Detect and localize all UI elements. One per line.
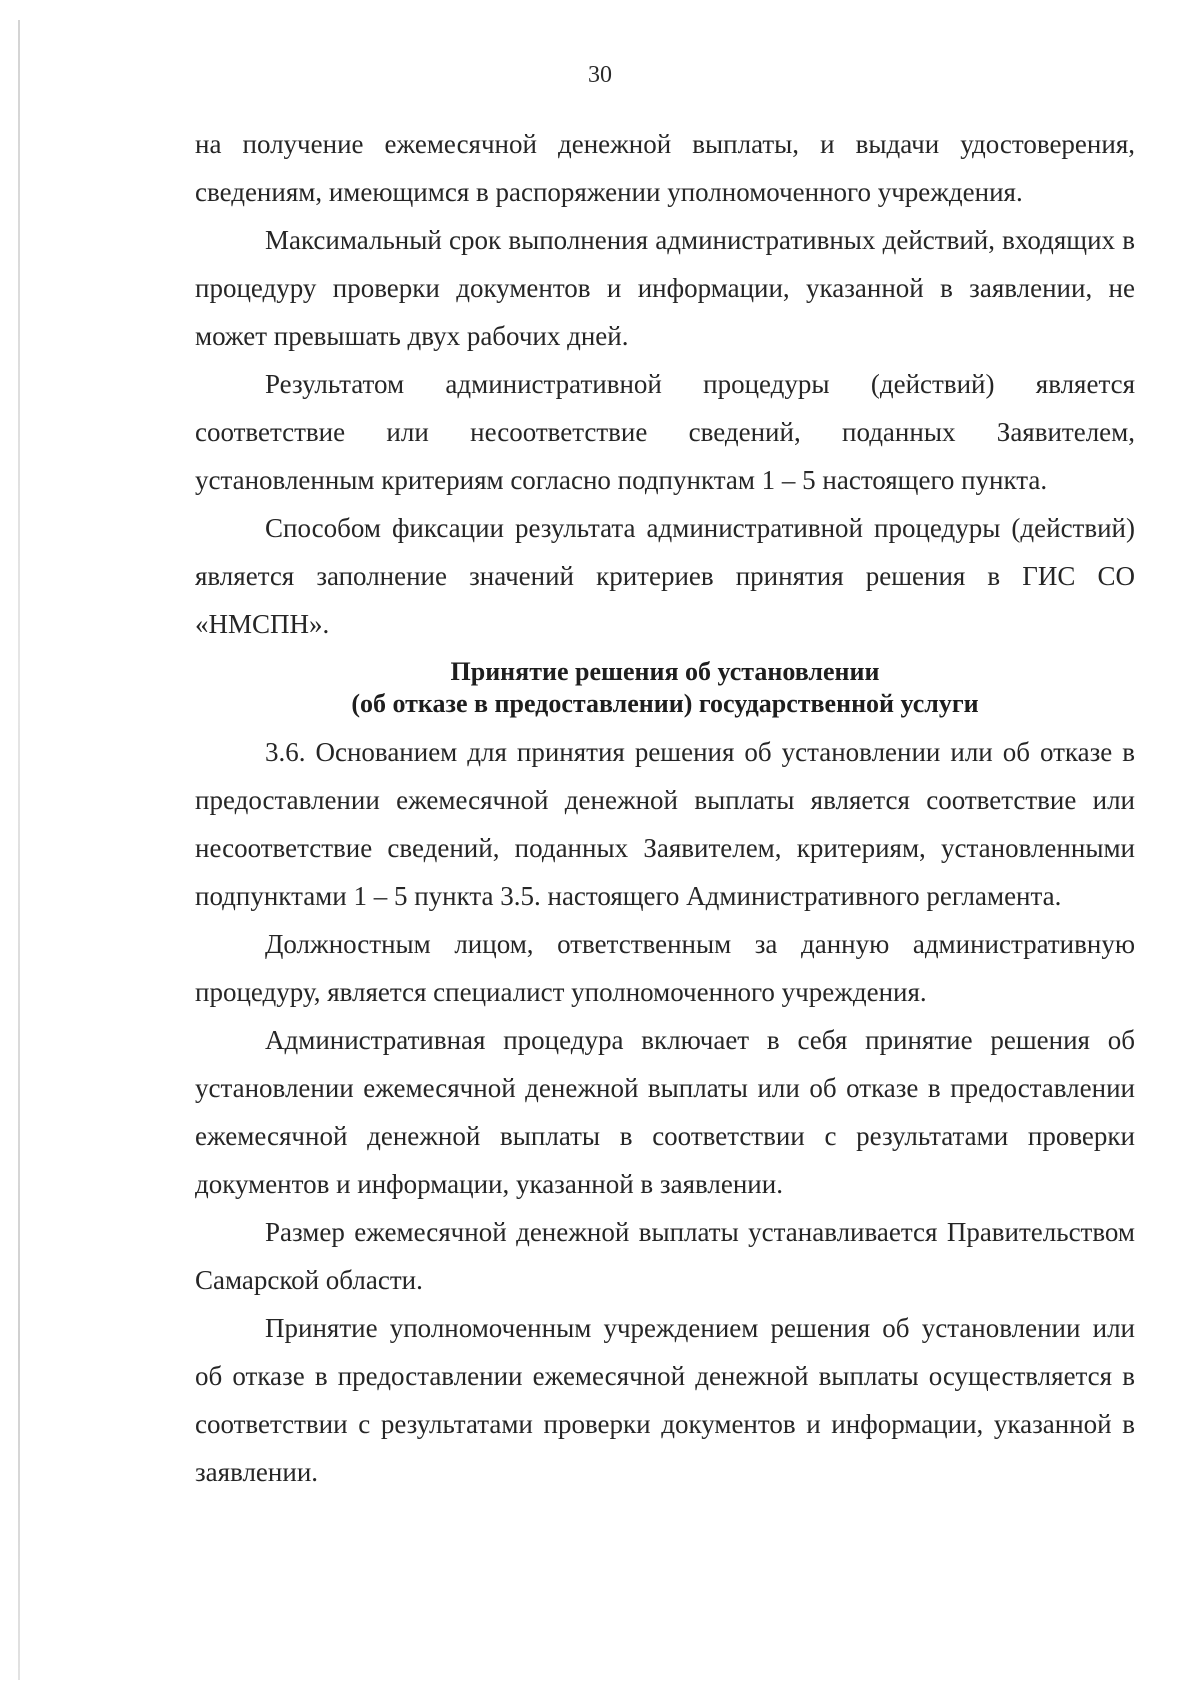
section-heading <box>195 656 1135 720</box>
paragraph-responsible-person: Должностным лицом, ответственным за данную административную процедуру, является специалист уполномоченного учреждения. <box>195 929 1135 1007</box>
paragraph-payment-amount: Размер ежемесячной денежной выплаты устанавливается Правительством Самарской области. <box>195 1217 1135 1295</box>
section-heading-line-2: (об отказе в предоставлении) государственной услуги <box>351 689 979 718</box>
page-number: 30 <box>588 62 612 88</box>
paragraph-max-term: Максимальный срок выполнения административных действий, входящих в процедуру проверки документов и информации, указанной в заявлении, не может превышать двух рабочих дней. <box>195 225 1135 351</box>
document-body <box>195 120 1135 1496</box>
paragraph-procedure-includes: Административная процедура включает в себя принятие решения об установлении ежемесячной денежной выплаты или об отказе в предоставлении ежемесячной денежной выплаты в соответствии с результатами проверки документов и информации, указанной в заявлении. <box>195 1025 1135 1199</box>
paragraph-fixation-method: Способом фиксации результата административной процедуры (действий) является заполнение значений критериев принятия решения в ГИС СО «НМСПН». <box>195 513 1135 639</box>
paragraph-continuation: на получение ежемесячной денежной выплаты, и выдачи удостоверения, сведениям, имеющимся в распоряжении уполномоченного учреждения. <box>195 129 1135 207</box>
scan-edge-line <box>18 20 20 1680</box>
section-heading-line-1: Принятие решения об установлении <box>450 657 880 686</box>
paragraph-result: Результатом административной процедуры (действий) является соответствие или несоответствие сведений, поданных Заявителем, установленным критериям согласно подпунктам 1 – 5 настоящего пункта. <box>195 369 1135 495</box>
paragraph-3-6-basis: 3.6. Основанием для принятия решения об установлении или об отказе в предоставлении ежемесячной денежной выплаты является соответствие или несоответствие сведений, поданных Заявителем, критериям, установленными подпунктами 1 – 5 пункта 3.5. настоящего Административного регламента. <box>195 737 1135 911</box>
paragraph-decision-making: Принятие уполномоченным учреждением решения об установлении или об отказе в предоставлении ежемесячной денежной выплаты осуществляется в соответствии с результатами проверки документов и информации, указанной в заявлении. <box>195 1313 1135 1487</box>
